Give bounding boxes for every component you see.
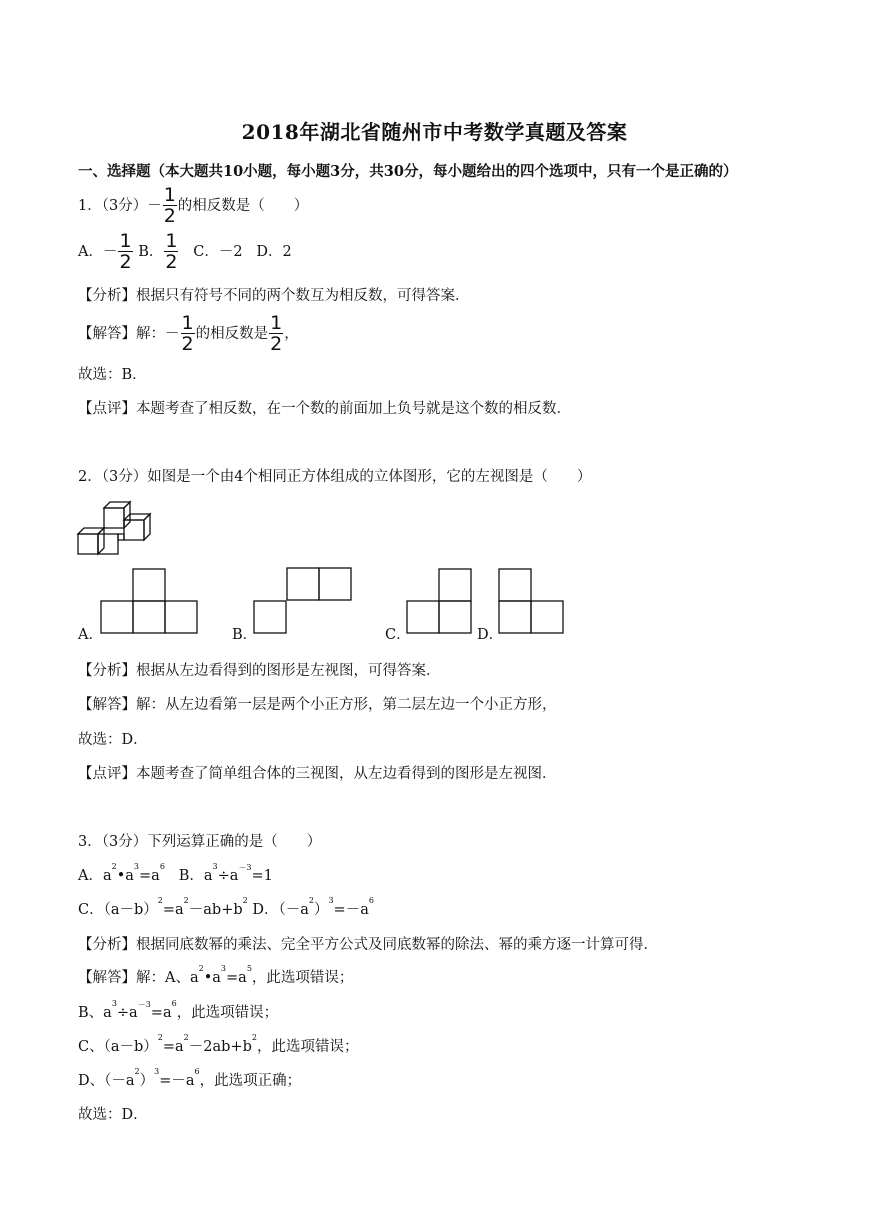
q1-option-a-fraction — [118, 232, 132, 272]
q2-answer: 【解答】解：从左边看第一层是两个小正方形，第二层左边一个小正方形， — [78, 697, 557, 713]
frac-numerator: 1 — [181, 312, 194, 334]
q2-solid-figure — [76, 490, 156, 558]
frac-numerator: 1 — [163, 184, 176, 206]
q1-option-a — [78, 230, 134, 273]
frac-numerator: 1 — [270, 312, 283, 334]
q1-stem — [78, 186, 308, 226]
option-label: B． — [138, 244, 164, 260]
q2-option-d-figure — [498, 568, 568, 636]
q3-answer-c: C、$(a-b)^2=a^2-2ab+b^2$，此选项错误； — [78, 1033, 359, 1055]
q3-answer-b: B、$a^3\div a^{-3}=a^6$，此选项错误； — [78, 999, 279, 1021]
frac-denominator: 2 — [119, 251, 132, 273]
q3-options-cd: C．$(a-b)^2=a^2-ab+b^2$ D．$(-a^2)^3=-a^6$ — [78, 896, 374, 918]
q2-option-c-label: C． — [385, 627, 411, 643]
q2-stem: 2．（3分）如图是一个由4个相同正方体组成的立体图形，它的左视图是（ ） — [78, 469, 592, 485]
answer-mid: 的相反数是 — [195, 326, 269, 342]
option-label: A． — [78, 244, 103, 260]
q3-analysis: 【分析】根据同底数幂的乘法、完全平方公式及同底数幂的除法、幂的乘方逐一计算可得． — [78, 937, 658, 953]
q1-answer-fraction-2 — [269, 314, 283, 354]
q3-choice: 故选：D． — [78, 1107, 148, 1123]
q2-option-b-figure — [253, 567, 355, 635]
option-sign: － — [102, 244, 118, 260]
q1-option-b-fraction — [164, 232, 178, 272]
q2-option-a-figure — [100, 568, 200, 636]
q1-fraction — [163, 186, 177, 226]
frac-denominator: 2 — [163, 205, 176, 227]
q1-analysis: 【分析】根据只有符号不同的两个数互为相反数，可得答案． — [78, 288, 470, 304]
q1-answer-fraction-1 — [181, 314, 195, 354]
q1-options — [78, 232, 292, 272]
q1-option-b — [138, 230, 179, 273]
q2-option-a-label: A． — [78, 627, 103, 643]
page-title: 2018年湖北省随州市中考数学真题及答案 — [241, 120, 628, 144]
q2-option-b-label: B． — [232, 627, 258, 643]
q1-option-c: C．－2 — [193, 244, 243, 260]
frac-denominator: 2 — [181, 333, 194, 355]
q1-answer — [78, 314, 299, 354]
q2-option-d-label: D． — [477, 627, 504, 643]
frac-numerator: 1 — [119, 230, 132, 252]
q1-prefix: 1．（3分） — [78, 198, 148, 214]
q3-options-ab: A．$a^2•a^3=a^6$ B．$a^3\div a^{-3}=1$ — [78, 862, 273, 884]
q2-choice: 故选：D． — [78, 732, 148, 748]
q3-answer-d: D、$(-a^2)^3=-a^6$，此选项正确； — [78, 1067, 302, 1089]
q3-stem: 3．（3分）下列运算正确的是（ ） — [78, 834, 322, 850]
frac-numerator: 1 — [165, 230, 178, 252]
frac-denominator: 2 — [270, 333, 283, 355]
q2-comment: 【点评】本题考查了简单组合体的三视图，从左边看得到的图形是左视图． — [78, 766, 557, 782]
q1-comment: 【点评】本题考查了相反数，在一个数的前面加上负号就是这个数的相反数． — [78, 401, 571, 417]
answer-end: ， — [284, 326, 299, 342]
q1-option-d: D．2 — [256, 244, 292, 260]
q1-suffix: 的相反数是（ ） — [177, 198, 309, 214]
q2-analysis: 【分析】根据从左边看得到的图形是左视图，可得答案． — [78, 663, 441, 679]
q1-neg-sign: － — [147, 198, 162, 214]
answer-sign: － — [165, 326, 180, 342]
q1-choice: 故选：B． — [78, 367, 147, 383]
q3-answer-a: 【解答】解：A、$a^2•a^3=a^5$，此选项错误； — [78, 964, 354, 986]
answer-prefix: 【解答】解： — [78, 326, 165, 342]
frac-denominator: 2 — [165, 251, 178, 273]
section-heading: 一、选择题（本大题共10小题，每小题3分，共30分，每小题给出的四个选项中，只有一个是正确的） — [78, 163, 738, 180]
q2-option-c-figure — [406, 568, 476, 636]
